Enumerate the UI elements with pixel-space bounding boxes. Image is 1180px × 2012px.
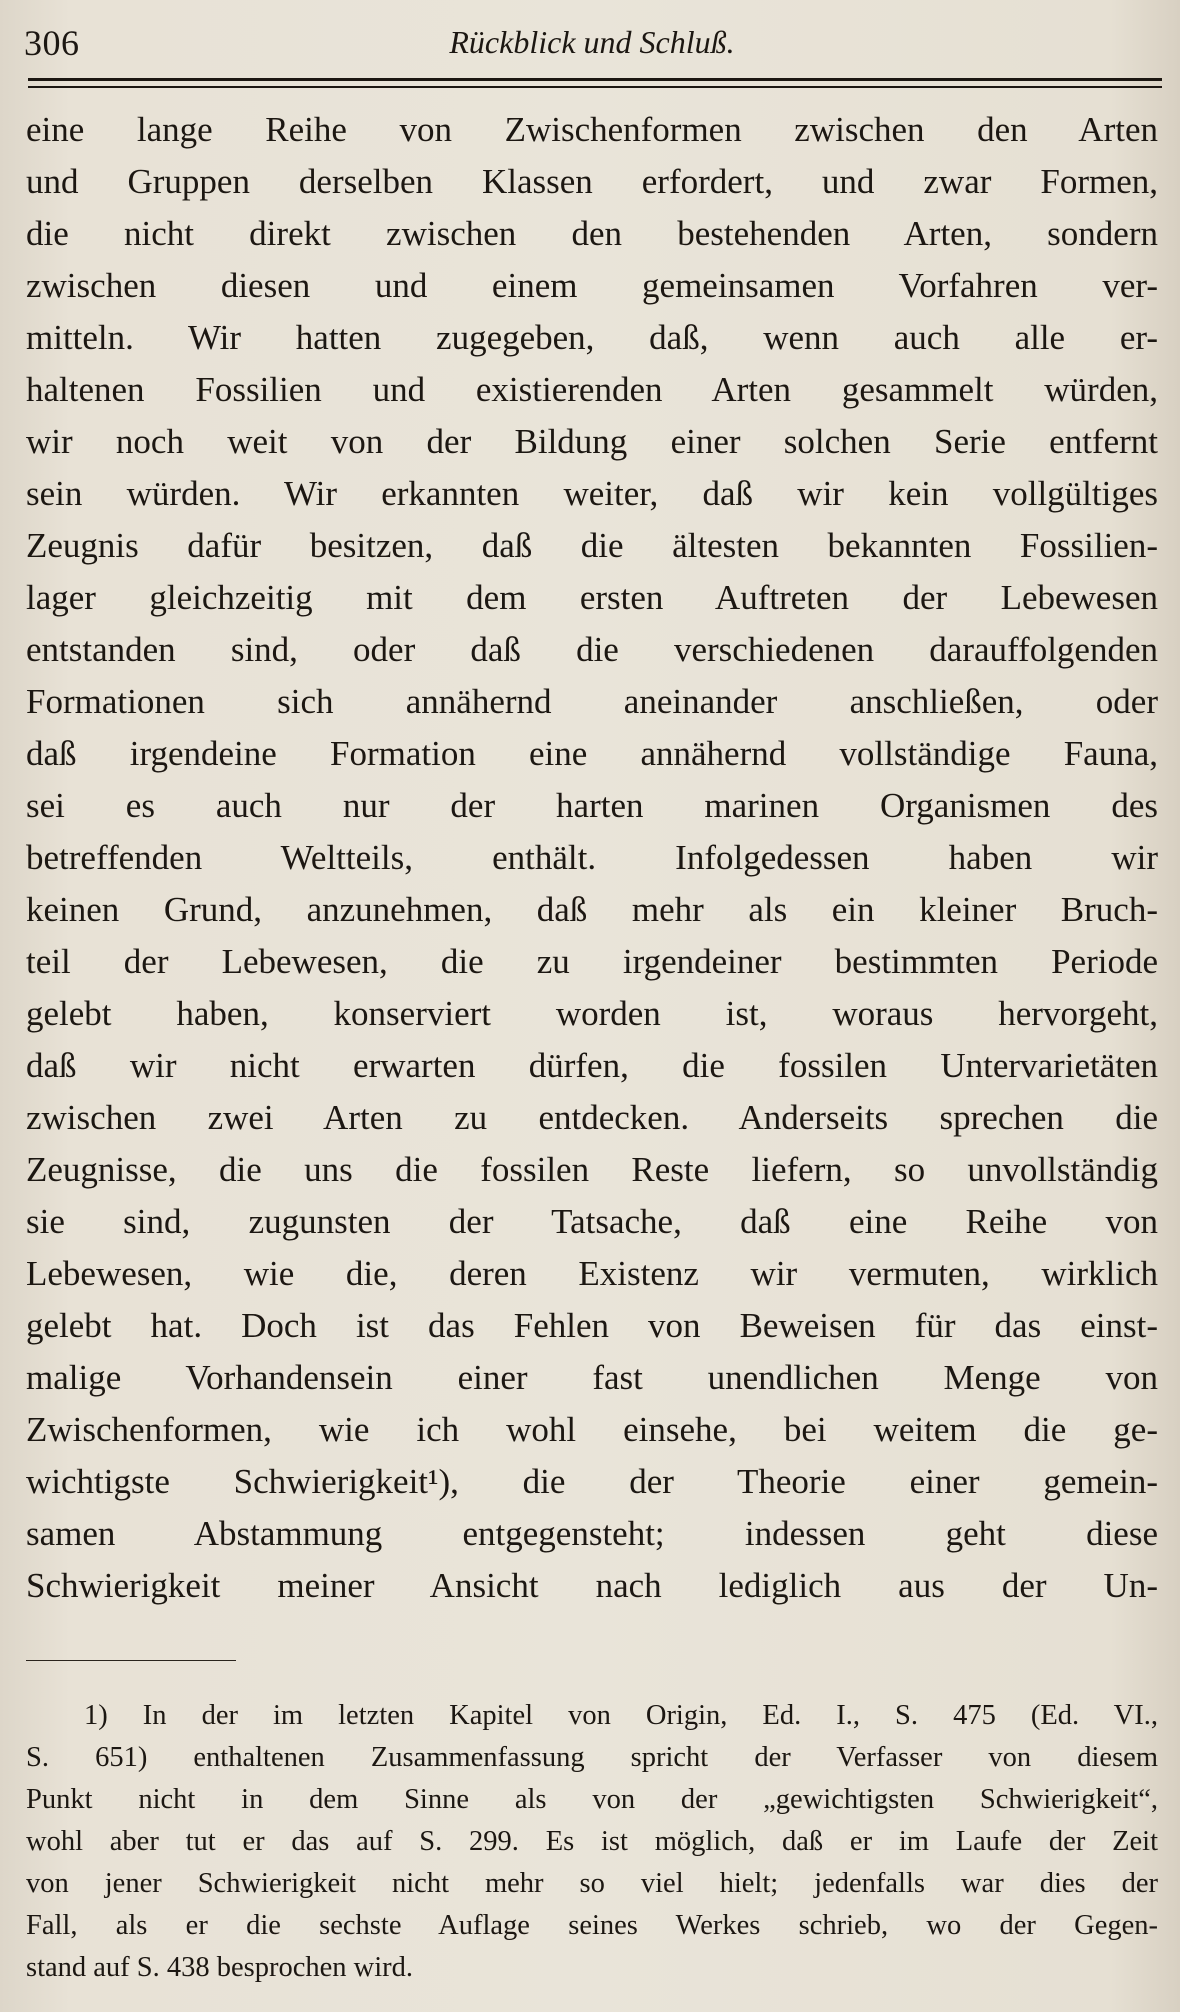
- text-line: keinen Grund, anzunehmen, daß mehr als ein kleiner Bruch-: [26, 890, 1158, 929]
- text-line: Zeugnis dafür besitzen, daß die ältesten bekannten Fossilien-: [26, 526, 1158, 565]
- footnote-rule: [26, 1660, 236, 1661]
- text-line: sein würden. Wir erkannten weiter, daß wir kein vollgültiges: [26, 474, 1158, 513]
- text-line: sie sind, zugunsten der Tatsache, daß eine Reihe von: [26, 1202, 1158, 1241]
- text-line: malige Vorhandensein einer fast unendlichen Menge von: [26, 1358, 1158, 1397]
- text-line: zwischen diesen und einem gemeinsamen Vorfahren ver-: [26, 266, 1158, 305]
- header-rule: [28, 78, 1162, 81]
- text-line: wir noch weit von der Bildung einer solchen Serie entfernt: [26, 422, 1158, 461]
- text-line: mitteln. Wir hatten zugegeben, daß, wenn auch alle er-: [26, 318, 1158, 357]
- footnote-line: Fall, als er die sechste Auflage seines Werkes schrieb, wo der Gegen-: [26, 1910, 1158, 1941]
- footnote-line: Punkt nicht in dem Sinne als von der „gewichtigsten Schwierigkeit“,: [26, 1784, 1158, 1815]
- text-line: entstanden sind, oder daß die verschiedenen darauffolgenden: [26, 630, 1158, 669]
- text-line: samen Abstammung entgegensteht; indessen geht diese: [26, 1514, 1158, 1553]
- text-line: Zwischenformen, wie ich wohl einsehe, bei weitem die ge-: [26, 1410, 1158, 1449]
- running-title: Rückblick und Schluß.: [449, 24, 735, 60]
- text-line: sei es auch nur der harten marinen Organismen des: [26, 786, 1158, 825]
- footnote-line: 1) In der im letzten Kapitel von Origin, Ed. I., S. 475 (Ed. VI.,: [84, 1700, 1158, 1731]
- text-line: Schwierigkeit meiner Ansicht nach lediglich aus der Un-: [26, 1566, 1158, 1605]
- footnote-line: wohl aber tut er das auf S. 299. Es ist möglich, daß er im Laufe der Zeit: [26, 1826, 1158, 1857]
- text-line: die nicht direkt zwischen den bestehenden Arten, sondern: [26, 214, 1158, 253]
- body-text: [26, 104, 1158, 1612]
- header-rule-thin: [28, 86, 1162, 88]
- running-head: [24, 22, 1160, 72]
- page-number: 306: [24, 23, 80, 63]
- text-line: daß irgendeine Formation eine annähernd vollständige Fauna,: [26, 734, 1158, 773]
- text-line: gelebt haben, konserviert worden ist, woraus hervorgeht,: [26, 994, 1158, 1033]
- text-line: gelebt hat. Doch ist das Fehlen von Beweisen für das einst-: [26, 1306, 1158, 1345]
- footnote-line: von jener Schwierigkeit nicht mehr so viel hielt; jedenfalls war dies der: [26, 1868, 1158, 1899]
- text-line: teil der Lebewesen, die zu irgendeiner bestimmten Periode: [26, 942, 1158, 981]
- footnote-line: S. 651) enthaltenen Zusammenfassung spricht der Verfasser von diesem: [26, 1742, 1158, 1773]
- text-line: zwischen zwei Arten zu entdecken. Anderseits sprechen die: [26, 1098, 1158, 1137]
- text-line: und Gruppen derselben Klassen erfordert, und zwar Formen,: [26, 162, 1158, 201]
- text-line: betreffenden Weltteils, enthält. Infolgedessen haben wir: [26, 838, 1158, 877]
- text-line: Zeugnisse, die uns die fossilen Reste liefern, so unvollständig: [26, 1150, 1158, 1189]
- footnotes: [26, 1695, 1158, 1989]
- text-line: lager gleichzeitig mit dem ersten Auftreten der Lebewesen: [26, 578, 1158, 617]
- text-line: daß wir nicht erwarten dürfen, die fossilen Untervarietäten: [26, 1046, 1158, 1085]
- text-line: Formationen sich annähernd aneinander anschließen, oder: [26, 682, 1158, 721]
- text-line: haltenen Fossilien und existierenden Arten gesammelt würden,: [26, 370, 1158, 409]
- text-line: Lebewesen, wie die, deren Existenz wir vermuten, wirklich: [26, 1254, 1158, 1293]
- footnote-line: stand auf S. 438 besprochen wird.: [26, 1952, 414, 1983]
- text-line: eine lange Reihe von Zwischenformen zwischen den Arten: [26, 110, 1158, 149]
- text-line: wichtigste Schwierigkeit¹), die der Theorie einer gemein-: [26, 1462, 1158, 1501]
